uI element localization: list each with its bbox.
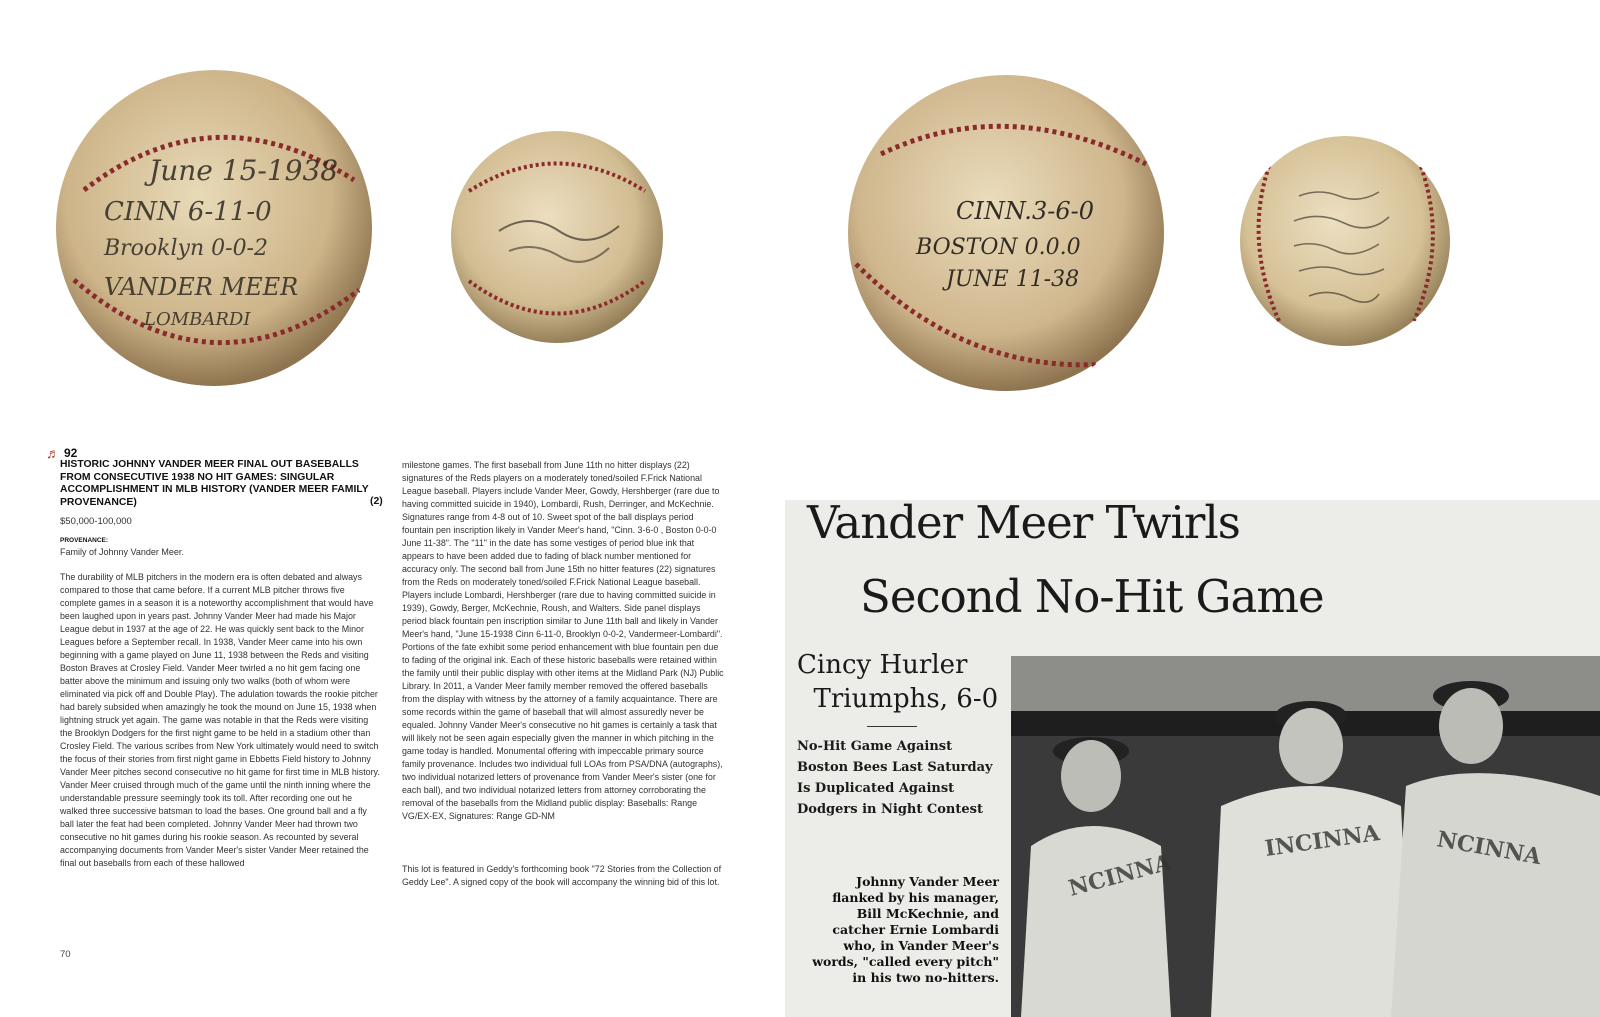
clipping-headline-line2: Second No-Hit Game	[860, 570, 1324, 623]
ball3-inscription-line1: CINN.3-6-0	[956, 197, 1094, 225]
lot-description-column-2: milestone games. The first baseball from June 11th no hitter displays (22) signatures of the Reds players on a moderately toned/soiled F.Frick National League baseball. Players include Vander Meer, Gowdy, Hershberger (rare due to having committed suicide in 1940), Lombardi, Rush, Derringer, and McKechnie. Signatures range from 4-8 out of 10. Sweet spot of the ball displays period fountain pen inscription likely in Vander Meer's hand, "Cinn. 3-6-0 , Boston 0-0-0 June 11-38". The "11" in the date has some vestiges of period blue ink that appears to have been added due to fading of black number mentioned for accuracy only. The second ball from June 15th no hitter features (22) signatures from the Reds on moderately toned/soiled F.Frick National League baseball. Players include Lombardi, Hershberger (rare due to having committed suicide in 1939), Gowdy, Berger, McKechnie, Roush, and Walters. Side panel displays period black fountain pen inscription similar to June 11th ball and likely in Vander Meer's hand, "June 15-1938 Cinn 6-11-0, Brooklyn 0-0-2, Vandermeer-Lombardi". Portions of the fate exhibit some period enhancement with blue fountain pen due to fading of the original ink. Each of these historic baseballs were retained within the family until their public display with other items at the Midland Park (NJ) Public Library. In 2011, a Vander Meer family member removed the offered baseballs from the display with witness by the attorney of a family acquaintance. There are some records within the game of baseball that will almost assuredly never be equaled. Johnny Vander Meer's consecutive no hit games is certainly a task that will likely not be seen again especially given the manner in which pitching in the game today is handled. Monumental offering with impeccable primary source family provenance. Includes two individual full LOAs from PSA/DNA (autographs), two individual notarized letters of provenance from Vander Meer's sister (one for each ball), and two individual notarized letters from attorney corroborating the removal of the baseballs from the Midland public display: Baseballs: Range VG/EX-EX, Signatures: Range GD-NM	[402, 460, 724, 821]
provenance-text: Family of Johnny Vander Meer.	[60, 547, 184, 557]
lot-estimate: $50,000-100,000	[60, 516, 132, 527]
lot-number-text: 92	[64, 446, 78, 460]
clipping-photo-caption: Johnny Vander Meer flanked by his manager, Bill McKechnie, and catcher Ernie Lombardi who, in Vander Meer's words, "called every pitch" in his two no-hitters.	[812, 874, 999, 985]
lot-item-count: (2)	[370, 496, 383, 507]
baseball-team-signed	[1239, 136, 1452, 347]
ball1-inscription-line4: VANDER MEER	[104, 273, 299, 301]
lot-title: HISTORIC JOHNNY VANDER MEER FINAL OUT BASEBALLS FROM CONSECUTIVE 1938 NO HIT GAMES: SINGULAR ACCOMPLISHMENT IN MLB HISTORY (VANDER MEER FAMILY PROVENANCE)	[60, 459, 369, 508]
featured-note: This lot is featured in Geddy's forthcoming book "72 Stories from the Collection of Geddy Lee". A signed copy of the book will accompany the winning bid of this lot.	[402, 864, 722, 887]
clipping-subhead: Cincy Hurler Triumphs, 6-0	[797, 650, 999, 714]
baseball-june-11-inscription	[846, 74, 1166, 392]
ball3-inscription-line2: BOSTON 0.0.0	[916, 235, 1081, 260]
baseball-june-15-inscription	[54, 70, 374, 386]
svg-text:INCINNA: INCINNA	[1263, 820, 1382, 862]
ball1-inscription-line3: Brooklyn 0-0-2	[104, 236, 268, 261]
svg-text:NCINNA: NCINNA	[1065, 849, 1175, 902]
clipping-headline-line1: Vander Meer Twirls	[807, 500, 1240, 549]
clipping-divider	[867, 726, 917, 727]
provenance-label: PROVENANCE:	[60, 537, 109, 544]
ball1-inscription-line5: LOMBARDI	[144, 309, 251, 330]
ball1-inscription-line2: CINN 6-11-0	[104, 197, 272, 227]
ball1-inscription-line1: June 15-1938	[149, 154, 339, 187]
lot-description-column-1: The durability of MLB pitchers in the modern era is often debated and always compared to those that came before. If a current MLB pitcher throws five complete games in a season it is a noteworthy accomplishment that would have been laughed upon in years past. Johnny Vander Meer had made his Major League debut in 1937 at the age of 22. He was quickly sent back to the Minor Leagues before a September recall. In 1938, Vander Meer came into his own beginning with a game played on June 11, 1938 between the Reds and visiting Boston Braves at Crosley Field. Vander Meer twirled a no hit gem facing one batter above the minimum and issuing only two walks (both of whom were eliminated via pick off and Double Play). The adulation towards the rookie pitcher had barely subsided when amazingly he took the mound on June 15, 1938 when lightning struck yet again. The game was notable in that the Reds were visiting the Brooklyn Dodgers for the first night game to be held in a stadium other than Crosley Field. The various scribes from New York ultimately would need to switch the focus of their stories from first night game in Ebbetts Field history to Johnny Vander Meer pitches second consecutive no hit game for first time in MLB history. Vander Meer cruised through much of the game until the ninth inning where the understandable pressure seemingly took its toll. After recording one out he walked three successive batsman to load the bases. One ground ball and a fly ball later the feat had been completed. Johnny Vander Meer had thrown two consecutive no hit games during his rookie season. As recounted by several accompanying documents from Vander Meer's sister Vander Meer retained the final out baseballs from each of these hallowed	[60, 572, 380, 868]
clipping-photo-three-players	[1011, 656, 1600, 1017]
baseball-signed-sweet-spot	[449, 131, 665, 344]
newspaper-clipping	[785, 500, 1600, 1017]
svg-text:NCINNA: NCINNA	[1434, 826, 1544, 871]
ball3-inscription-line3: JUNE 11-38	[946, 267, 1080, 292]
page-number: 70	[60, 949, 71, 960]
clipping-deck: No-Hit Game Against Boston Bees Last Saturday Is Duplicated Against Dodgers in Night Contest	[797, 739, 993, 817]
music-note-icon: ♬	[46, 445, 60, 461]
